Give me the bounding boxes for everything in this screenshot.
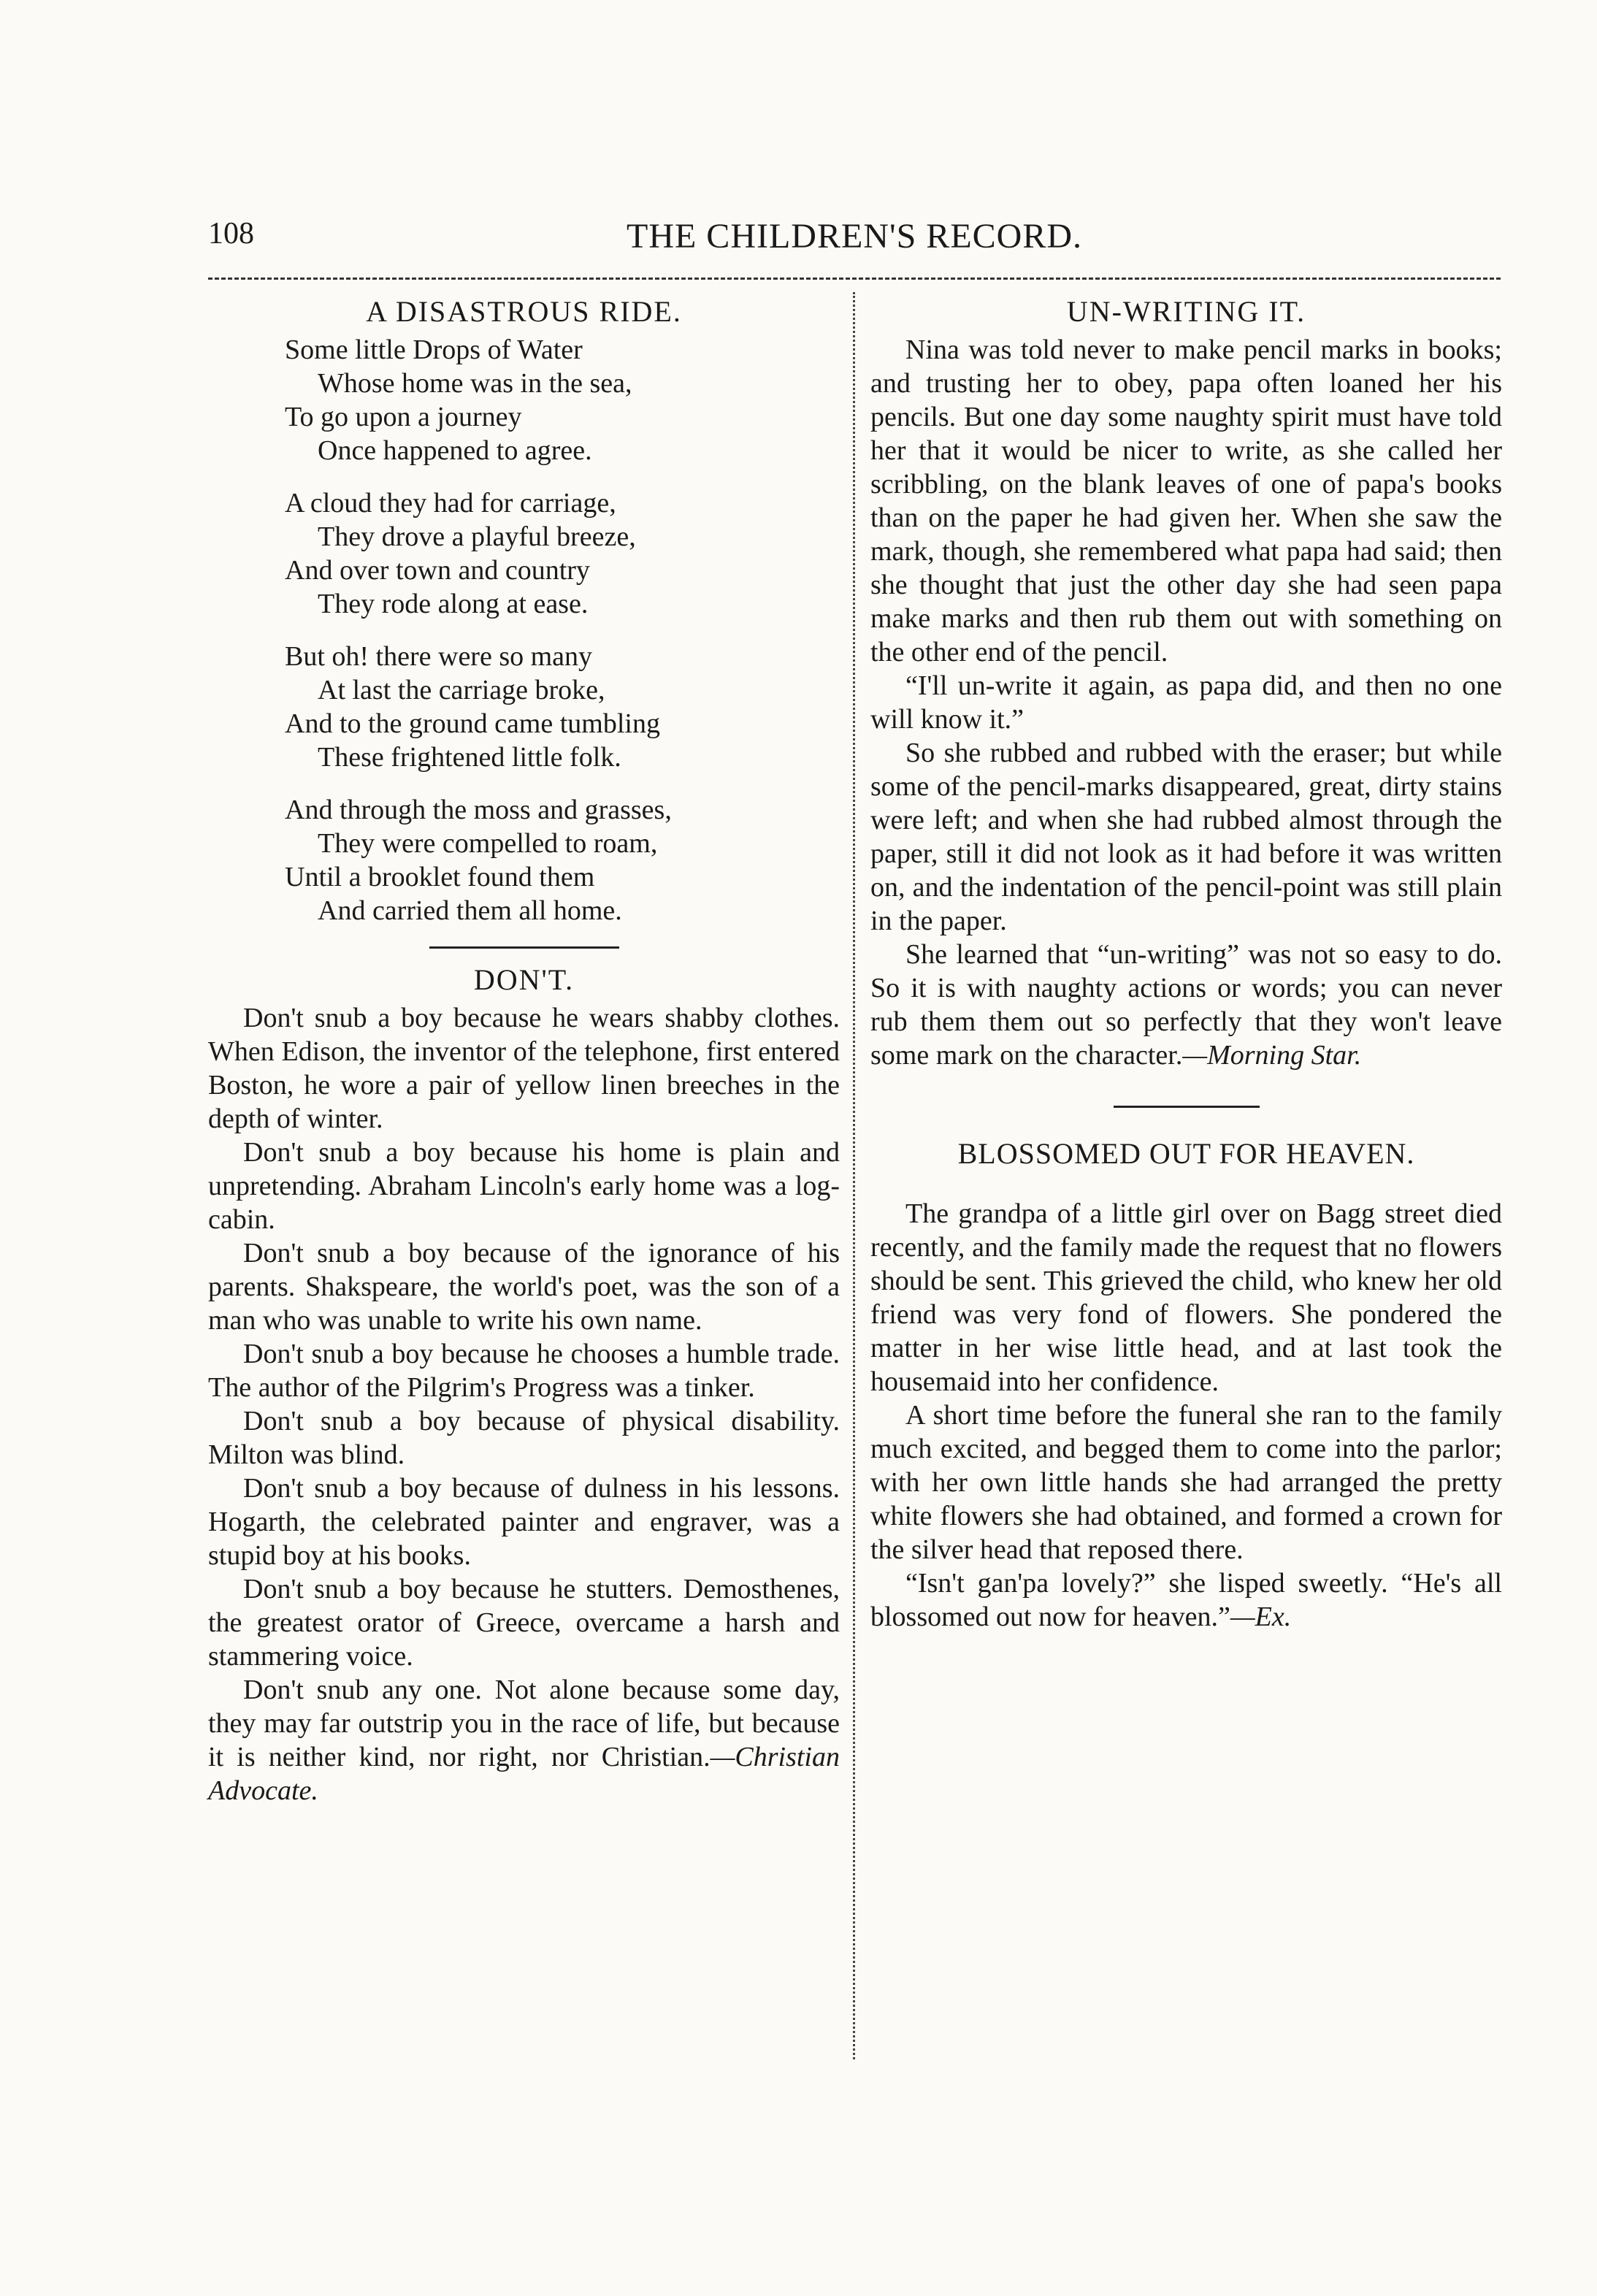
dont-title: DON'T.	[473, 963, 575, 996]
poem-line: Some little Drops of Water	[285, 334, 583, 365]
poem-line: They drove a playful breeze,	[318, 521, 636, 552]
poem-line: And through the moss and grasses,	[285, 795, 672, 825]
running-title: THE CHILDREN'S RECORD.	[627, 217, 1082, 256]
poem-title: A DISASTROUS RIDE.	[366, 295, 682, 328]
poem-line: Until a brooklet found them	[285, 862, 595, 892]
poem-stanza	[208, 640, 840, 774]
page-number: 108	[208, 217, 254, 250]
article-paragraph: Nina was told never to make pencil marks in books; and trusting her to obey, papa often loaned her his pencils. But one day some naughty spirit must have told her that it would be nicer to write, as she called her scribbling, on the blank leaves of one of papa's books than on the paper he had given her. When she saw the mark, though, she remembered what papa had said; then she thought that just the other day she had seen papa make marks and then rub them out with something on the other end of the pencil.	[870, 334, 1502, 667]
poem-line: A cloud they had for carriage,	[285, 488, 616, 518]
page-header	[208, 216, 1501, 267]
article-paragraph: Don't snub a boy because of dulness in his lessons. Hogarth, the celebrated painter and engraver, was a stupid boy at his books.	[208, 1473, 840, 1571]
article-paragraph: Don't snub a boy because he wears shabby clothes. When Edison, the inventor of the telephone, first entered Boston, he wore a pair of yellow linen breeches in the depth of winter.	[208, 1003, 840, 1134]
article-paragraph: The grandpa of a little girl over on Bagg street died recently, and the family made the request that no flowers should be sent. This grieved the child, who knew her old friend was very fond of flowers. She pondered the matter in her wise little head, and at last took the housemaid into her confidence.	[870, 1198, 1502, 1397]
article-paragraph: Don't snub a boy because his home is plain and unpretending. Abraham Lincoln's early home was a log-cabin.	[208, 1137, 840, 1235]
article-paragraph: Don't snub a boy because he chooses a humble trade. The author of the Pilgrim's Progress was a tinker.	[208, 1339, 840, 1403]
paragraph-text: “Isn't gan'pa lovely?” she lisped sweetly. “He's all blossomed out now for heaven.”	[870, 1568, 1502, 1632]
article-paragraph: Don't snub a boy because of physical disability. Milton was blind.	[208, 1406, 840, 1470]
section-divider	[429, 946, 619, 949]
article-paragraph: A short time before the funeral she ran to the family much excited, and begged them to come into the parlor; with her own little hands she had arranged the pretty white flowers she had obtained, and formed a crown for the silver head that reposed there.	[870, 1400, 1502, 1565]
article-paragraph: Don't snub a boy because he stutters. Demosthenes, the greatest orator of Greece, overcame a harsh and stammering voice.	[208, 1574, 840, 1672]
article-paragraph	[870, 1566, 1502, 1634]
article-paragraph	[208, 1673, 840, 1807]
poem-line: And to the ground came tumbling	[285, 708, 660, 739]
poem-line: To go upon a journey	[285, 402, 522, 432]
poem-stanza	[208, 793, 840, 927]
column-divider	[853, 292, 855, 2059]
poem-stanza	[208, 486, 840, 621]
article-paragraph: “I'll un-write it again, as papa did, and then no one will know it.”	[870, 670, 1502, 735]
poem-line: Whose home was in the sea,	[318, 368, 632, 399]
header-rule	[208, 278, 1501, 280]
paragraph-text: She learned that “un-writing” was not so easy to do. So it is with naughty actions or words; you can never rub them them out so perfectly that they won't leave some mark on the character.	[870, 939, 1502, 1071]
unwriting-title: UN-WRITING IT.	[1066, 295, 1306, 328]
article-paragraph	[870, 938, 1502, 1072]
attribution: —Morning Star.	[1182, 1040, 1362, 1071]
poem-line: And over town and country	[285, 555, 590, 586]
left-column	[208, 295, 840, 1807]
poem-line: Once happened to agree.	[318, 435, 592, 466]
poem-line: And carried them all home.	[318, 895, 622, 926]
section-divider	[1114, 1106, 1260, 1108]
poem-line: These frightened little folk.	[318, 742, 621, 773]
blossomed-title: BLOSSOMED OUT FOR HEAVEN.	[957, 1137, 1415, 1170]
poem-line: They were compelled to roam,	[318, 828, 658, 859]
attribution: —Christian Advocate.	[208, 1742, 840, 1806]
poem-line: They rode along at ease.	[318, 589, 589, 619]
poem-stanza	[208, 333, 840, 467]
right-column	[870, 295, 1502, 1634]
attribution: —Ex.	[1230, 1602, 1292, 1632]
spacer	[870, 1175, 1502, 1197]
article-paragraph: So she rubbed and rubbed with the eraser; but while some of the pencil-marks disappeared, great, dirty stains were left; and when she had rubbed almost through the paper, still it did not look as it had before it was written on, and the indentation of the pencil-point was still plain in the paper.	[870, 738, 1502, 936]
paragraph-text: Don't snub any one. Not alone because some day, they may far outstrip you in the race of life, but because it is neither kind, nor right, nor Christian.	[208, 1675, 840, 1772]
poem-line: At last the carriage broke,	[318, 675, 605, 705]
article-paragraph: Don't snub a boy because of the ignorance of his parents. Shakspeare, the world's poet, was the son of a man who was unable to write his own name.	[208, 1238, 840, 1336]
poem-line: But oh! there were so many	[285, 641, 593, 672]
